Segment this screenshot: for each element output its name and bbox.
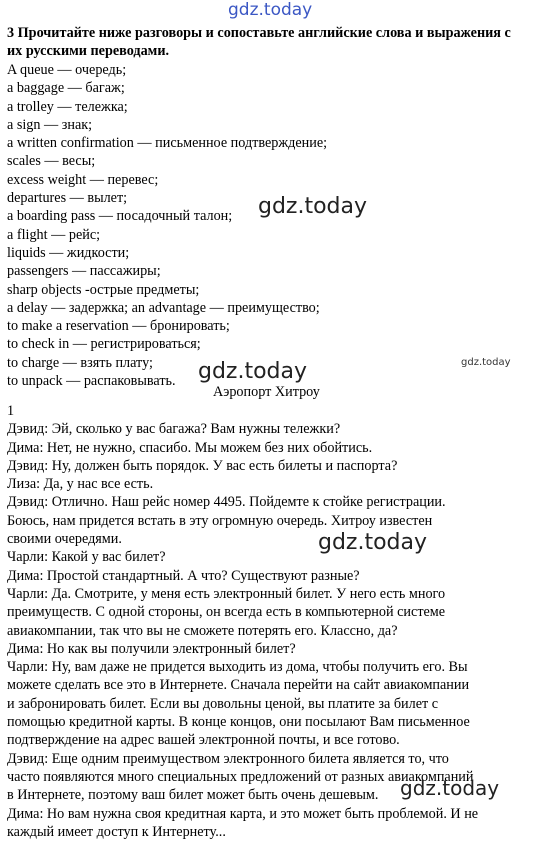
dialog-line: Дима: Но вам нужна своя кредитная карта, и это может быть проблемой. И не	[7, 805, 479, 822]
watermark-overlay: gdz.today	[318, 530, 428, 555]
dialog-line: часто появляются много специальных предложений от разных авиакомпаний	[7, 768, 474, 785]
dialog-line: подтверждение на адрес вашей электронной почты, и все готово.	[7, 732, 400, 749]
vocab-item: to unpack — распаковывать.	[7, 373, 176, 390]
vocab-item: to make a reservation — бронировать;	[7, 318, 230, 335]
vocab-item: a written confirmation — письменное подтверждение;	[7, 135, 328, 152]
dialog-line: своими очередями.	[7, 531, 122, 548]
vocab-item: A queue — очередь;	[7, 62, 127, 78]
watermark-top: gdz.today	[228, 0, 313, 20]
watermark-overlay: gdz.today	[258, 194, 368, 219]
dialog-line: Дима: Но как вы получили электронный билет?	[7, 640, 296, 657]
dialog-line: в Интернете, поэтому ваш билет может быть очень дешевым.	[7, 787, 379, 804]
watermark-overlay: gdz.today	[198, 359, 308, 384]
dialog-line: Чарли: Какой у вас билет?	[7, 549, 166, 566]
vocab-item: a flight — рейс;	[7, 226, 101, 243]
vocab-item: departures — вылет;	[7, 190, 128, 207]
dialog-line: каждый имеет доступ к Интернету...	[7, 823, 226, 840]
watermark-overlay: gdz.today	[400, 776, 500, 800]
dialog-line: преимуществ. С одной стороны, он всегда есть в компьютерной системе	[7, 604, 446, 621]
vocab-item: to charge — взять плату;	[7, 354, 153, 371]
dialog-line: можете сделать все это в Интернете. Сначала перейти на сайт авиакомпании	[7, 677, 470, 694]
vocab-item: passengers — пассажиры;	[7, 263, 161, 280]
vocab-item: a sign — знак;	[7, 116, 93, 133]
dialog-line: Дима: Простой стандартный. А что? Существуют разные?	[7, 567, 360, 584]
watermark-small: gdz.today	[461, 357, 511, 368]
dialog-number: 1	[7, 403, 15, 419]
vocab-item: sharp objects -острые предметы;	[7, 281, 200, 298]
dialog-line: Дима: Нет, не нужно, спасибо. Мы можем без них обойтись.	[7, 439, 373, 456]
dialog-line: Дэвид: Еще одним преимуществом электронного билета является то, что	[7, 750, 449, 767]
dialog-line: Чарли: Да. Смотрите, у меня есть электронный билет. У него есть много	[7, 585, 446, 602]
dialog-line: Чарли: Ну, вам даже не придется выходить из дома, чтобы получить его. Вы	[7, 659, 468, 676]
dialog-line: Дэвид: Эй, сколько у вас багажа? Вам нужны тележки?	[7, 421, 341, 438]
vocab-item: a boarding pass — посадочный талон;	[7, 208, 233, 225]
vocab-item: to check in — регистрироваться;	[7, 336, 201, 353]
vocab-item: liquids — жидкости;	[7, 244, 130, 261]
dialog-line: Дэвид: Ну, должен быть порядок. У вас есть билеты и паспорта?	[7, 457, 398, 474]
dialog-line: помощью кредитной карты. В конце концов, они посылают Вам письменное	[7, 714, 470, 731]
vocab-item: scales — весы;	[7, 153, 96, 170]
dialog-line: авиакомпании, так что вы не сможете потерять его. Классно, да?	[7, 622, 398, 639]
vocab-item: a trolley — тележка;	[7, 98, 128, 115]
dialog-line: Дэвид: Отлично. Наш рейс номер 4495. Пойдемте к стойке регистрации.	[7, 494, 446, 511]
vocab-item: a delay — задержка; an advantage — преимущество;	[7, 299, 320, 316]
dialog-title: Аэропорт Хитроу	[213, 384, 320, 400]
dialog-line: Лиза: Да, у нас все есть.	[7, 476, 154, 493]
vocab-item: excess weight — перевес;	[7, 171, 159, 188]
vocab-item: a baggage — багаж;	[7, 80, 125, 97]
dialog-line: и забронировать билет. Если вы довольны ценой, вы платите за билет с	[7, 695, 439, 712]
exercise-heading: 3 Прочитайте ниже разговоры и сопоставьте английские слова и выражения с их русскими переводами.	[7, 25, 511, 59]
vocabulary-list	[7, 61, 527, 390]
dialog-line: Боюсь, нам придется встать в эту огромную очередь. Хитроу известен	[7, 512, 433, 529]
